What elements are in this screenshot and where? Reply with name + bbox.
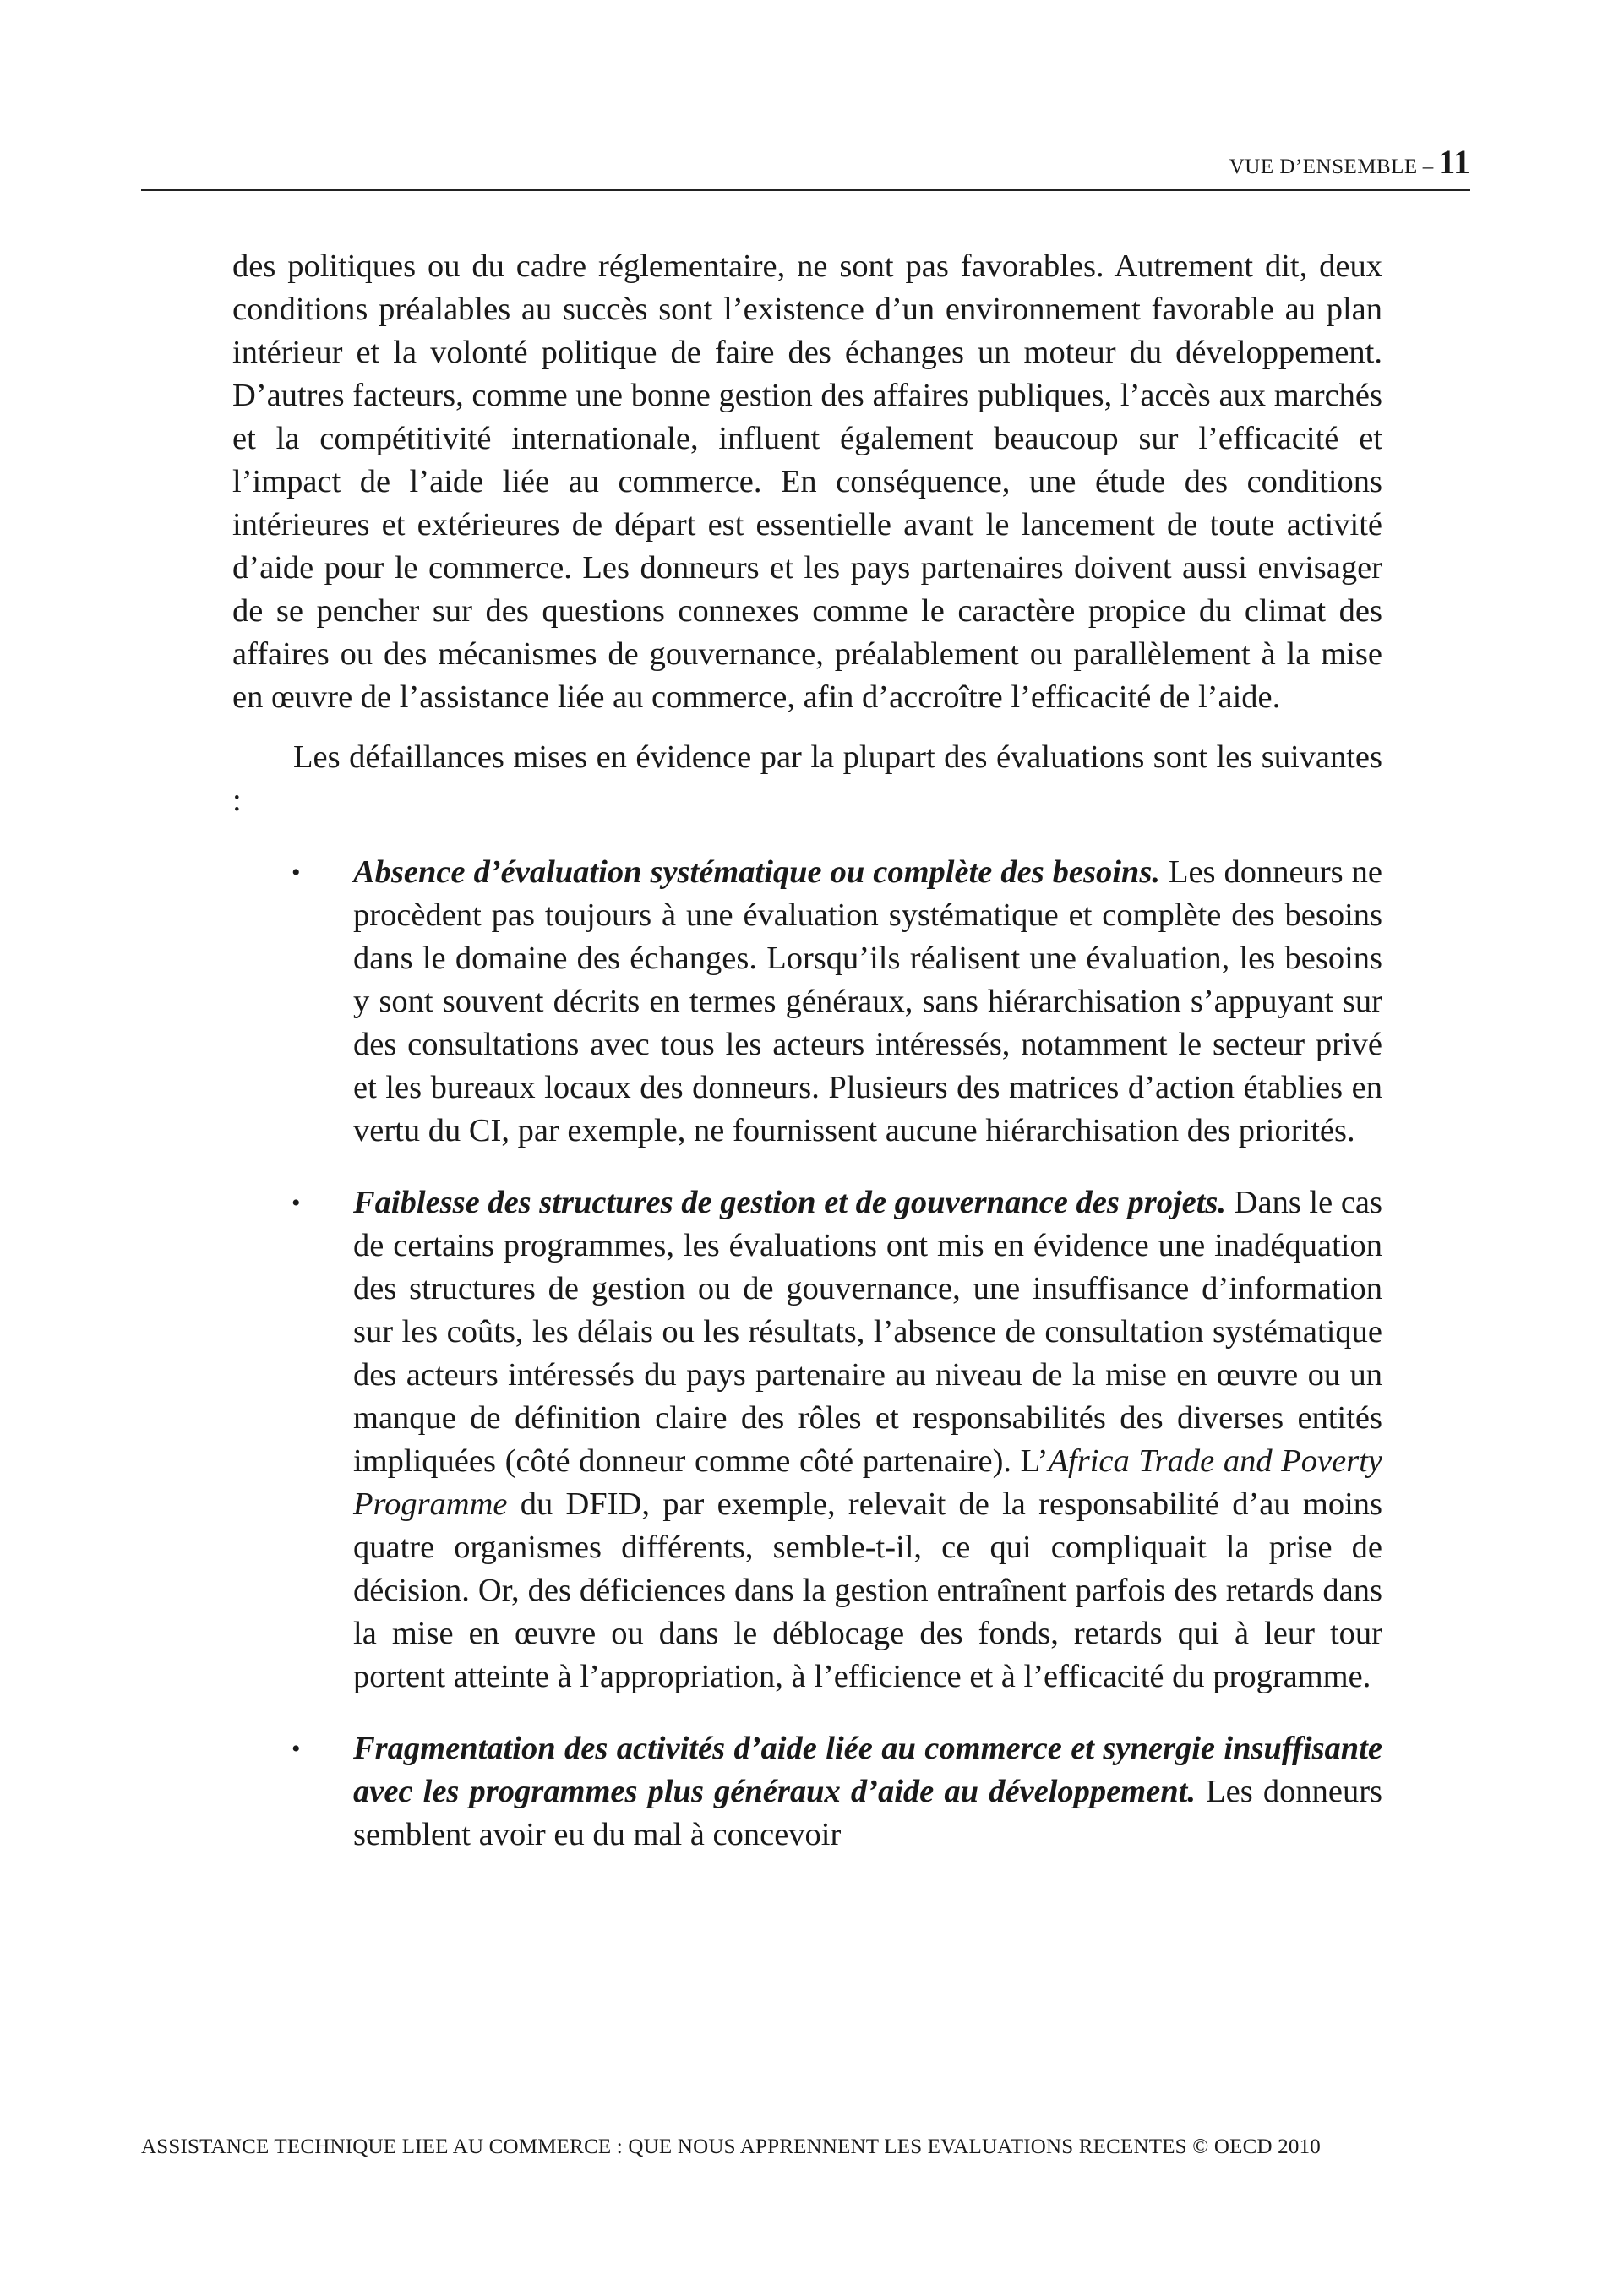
list-item-text: Dans le cas de certains programmes, les évaluations ont mis en évidence une inadéquation des structures de gestion ou de gouvernance, une insuffisance d’information sur les coûts, les délais ou les résultats, l’absence de consultation systématique des acteurs intéressés du pays partenaire au niveau de la mise en œuvre ou un manque de définition claire des rôles et responsabilités des diverses entités impliquées (côté donneur comme côté partenaire). L’ <box>353 1185 1382 1479</box>
bullet-icon: • <box>292 1189 301 1217</box>
list-item-text: Les donneurs ne procèdent pas toujours à une évaluation systématique et complète des besoins dans le domaine des échanges. Lorsqu’ils réalisent une évaluation, les besoins y sont souvent décrits en termes généraux, sans hiérarchisation s’appuyant sur des consultations avec tous les acteurs intéressés, notamment le secteur privé et les bureaux locaux des donneurs. Plusieurs des matrices d’action établies en vertu du CI, par exemple, ne fournissent aucune hiérarchisation des priorités. <box>353 854 1382 1148</box>
programme-title: Africa Trade and Poverty Programme <box>353 1443 1382 1522</box>
list-item-text: Les donneurs semblent avoir eu du mal à concevoir <box>353 1774 1382 1852</box>
list-item <box>232 1727 1382 1857</box>
list-item-lead: Faiblesse des structures de gestion et de gouvernance des projets. <box>353 1185 1227 1220</box>
page-footer: ASSISTANCE TECHNIQUE LIEE AU COMMERCE : QUE NOUS APPRENNENT LES EVALUATIONS RECENTES © OECD 2010 <box>141 2135 1321 2158</box>
running-head-title: VUE D’ENSEMBLE <box>1229 155 1418 178</box>
list-item <box>232 851 1382 1153</box>
bullet-icon: • <box>292 1735 301 1763</box>
list-item <box>232 1181 1382 1699</box>
list-item-text-cont: du DFID, par exemple, relevait de la responsabilité d’au moins quatre organismes différents, semble-t-il, ce qui compliquait la prise de décision. Or, des déficiences dans la gestion entraînent parfois des retards dans la mise en œuvre ou dans le déblocage des fonds, retards qui à leur tour portent atteinte à l’appropriation, à l’efficience et à l’efficacité du programme. <box>353 1486 1382 1694</box>
list-item-lead: Absence d’évaluation systématique ou complète des besoins. <box>353 854 1160 890</box>
main-body <box>232 245 1382 1885</box>
page-header <box>141 142 1470 191</box>
page-number: 11 <box>1438 143 1470 181</box>
bullet-icon: • <box>292 859 301 886</box>
paragraph-continued: des politiques ou du cadre réglementaire, ne sont pas favorables. Autrement dit, deux conditions préalables au succès sont l’existence d’un environnement favorable au plan intérieur et la volonté politique de faire des échanges un moteur du développement. D’autres facteurs, comme une bonne gestion des affaires publiques, l’accès aux marchés et la compétitivité internationale, influent également beaucoup sur l’efficacité et l’impact de l’aide liée au commerce. En conséquence, une étude des conditions intérieures et extérieures de départ est essentielle avant le lancement de toute activité d’aide pour le commerce. Les donneurs et les pays partenaires doivent aussi envisager de se pencher sur des questions connexes comme le caractère propice du climat des affaires ou des mécanismes de gouvernance, préalablement ou parallèlement à la mise en œuvre de l’assistance liée au commerce, afin d’accroître l’efficacité de l’aide. <box>232 248 1382 715</box>
deficiency-list <box>232 851 1382 1857</box>
running-head-separator: – <box>1422 155 1434 178</box>
paragraph-intro-list: Les défaillances mises en évidence par la plupart des évaluations sont les suivantes : <box>232 739 1382 818</box>
list-item-lead: Fragmentation des activités d’aide liée au commerce et synergie insuffisante avec les programmes plus généraux d’aide au développement. <box>353 1731 1382 1809</box>
